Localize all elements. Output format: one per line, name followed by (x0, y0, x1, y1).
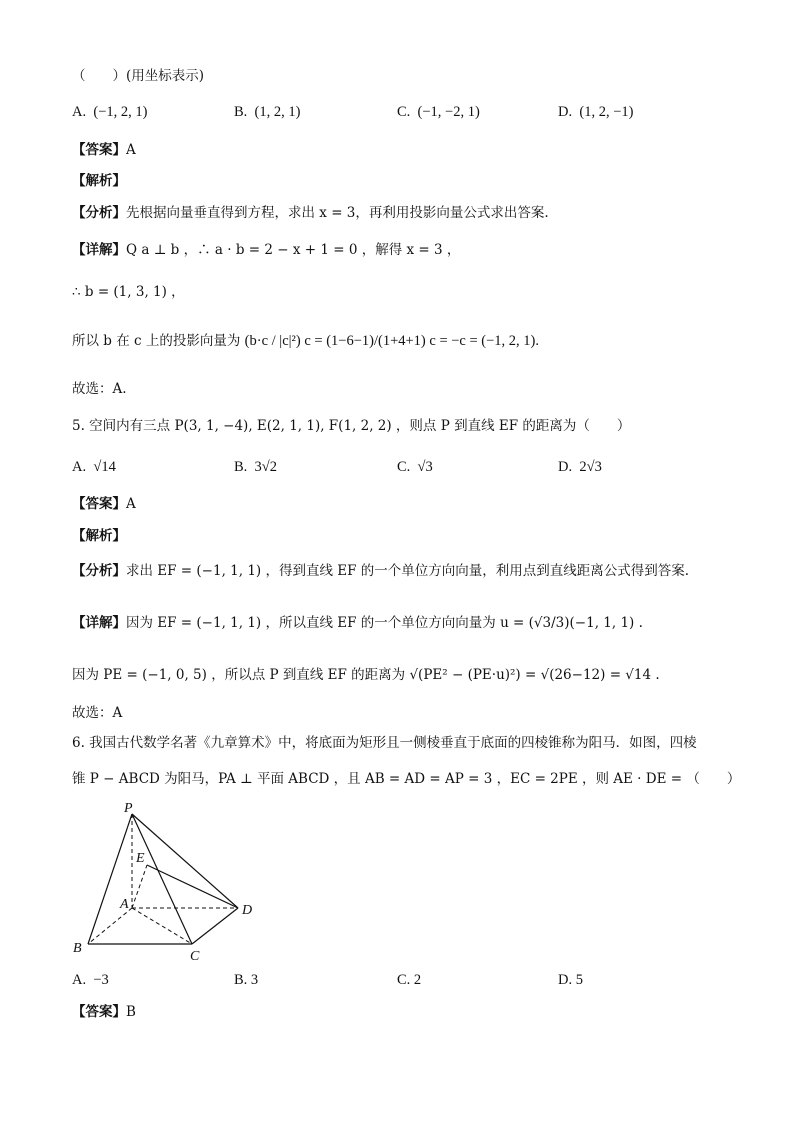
label-A: A (120, 897, 129, 912)
q4-option-a: A. (−1, 2, 1) (72, 104, 148, 120)
segment-AC (132, 908, 192, 944)
q6-option-c: C. 2 (397, 972, 422, 988)
edge-CD (192, 908, 238, 944)
q4-detail-1: 【详解】Q a ⊥ b ，∴ a · b = 2 − x + 1 = 0 ，解得 x = 3 ， (72, 242, 461, 258)
edge-PB (88, 814, 132, 944)
segment-ED (147, 865, 238, 908)
q4-option-c: C. (−1, −2, 1) (397, 104, 480, 120)
q4-option-b: B. (1, 2, 1) (234, 104, 301, 120)
q5-option-c: C. √3 (397, 459, 433, 475)
edge-PC (132, 814, 192, 944)
label-D: D (242, 903, 253, 918)
q6-stem-line-2: 锥 P − ABCD 为阳马，PA ⊥ 平面 ABCD ，且 AB = AD = AP = 3 ，EC = 2PE ，则 AE · DE = （ ） (72, 771, 741, 787)
q5-conclusion: 故选：A (72, 705, 123, 721)
q5-jiexi: 【解析】 (72, 528, 126, 544)
q5-option-a: A. √14 (72, 459, 116, 475)
q5-option-b: B. 3√2 (234, 459, 278, 475)
q4-conclusion: 故选：A. (72, 381, 127, 397)
q6-option-d: D. 5 (558, 972, 583, 988)
q5-answer: 【答案】A (72, 496, 136, 512)
q4-detail-3: 所以 b 在 c 上的投影向量为 (b·c / |c|²) c = (1−6−1)/(1+4+1) c = −c = (−1, 2, 1). (72, 333, 539, 349)
label-P: P (124, 801, 133, 816)
label-C: C (190, 949, 200, 964)
label-E: E (136, 851, 145, 866)
q6-option-a: A. −3 (72, 972, 109, 988)
q4-jiexi: 【解析】 (72, 173, 126, 189)
q6-option-b: B. 3 (234, 972, 259, 988)
projection-formula: (b·c / |c|²) c = (1−6−1)/(1+4+1) c = −c = (−1, 2, 1). (244, 333, 539, 349)
edge-PD (132, 814, 238, 908)
q6-stem-line-1: 6. 我国古代数学名著《九章算术》中，将底面为矩形且一侧棱垂直于底面的四棱锥称为阳马．如图，四棱 (72, 735, 697, 751)
q5-fenxi: 【分析】求出 EF = (−1, 1, 1) ，得到直线 EF 的一个单位方向向量，利用点到直线距离公式得到答案. (72, 563, 690, 579)
q4-option-d: D. (1, 2, −1) (558, 104, 634, 120)
q6-answer: 【答案】B (72, 1004, 136, 1020)
q4-fenxi: 【分析】先根据向量垂直得到方程，求出 x = 3，再利用投影向量公式求出答案. (72, 205, 549, 221)
q5-detail-2: 因为 PE = (−1, 0, 5) ，所以点 P 到直线 EF 的距离为 √(PE² − (PE·u)²) = √(26−12) = √14 . (72, 667, 660, 683)
q5-stem: 5. 空间内有三点 P(3, 1, −4), E(2, 1, 1), F(1, 2, 2) ，则点 P 到直线 EF 的距离为（ ） (72, 418, 631, 434)
q5-option-d: D. 2√3 (558, 459, 602, 475)
label-B: B (73, 941, 82, 956)
q5-detail-1: 【详解】因为 EF = (−1, 1, 1) ，所以直线 EF 的一个单位方向向量为 u = (√3/3)(−1, 1, 1) . (72, 615, 643, 631)
q4-detail-2: ∴ b = (1, 3, 1) ， (72, 284, 185, 300)
pyramid-figure (70, 798, 270, 970)
segment-AE (132, 865, 147, 908)
q4-answer: 【答案】A (72, 142, 136, 158)
q4-stem-tail: （ ）(用坐标表示) (72, 68, 205, 84)
